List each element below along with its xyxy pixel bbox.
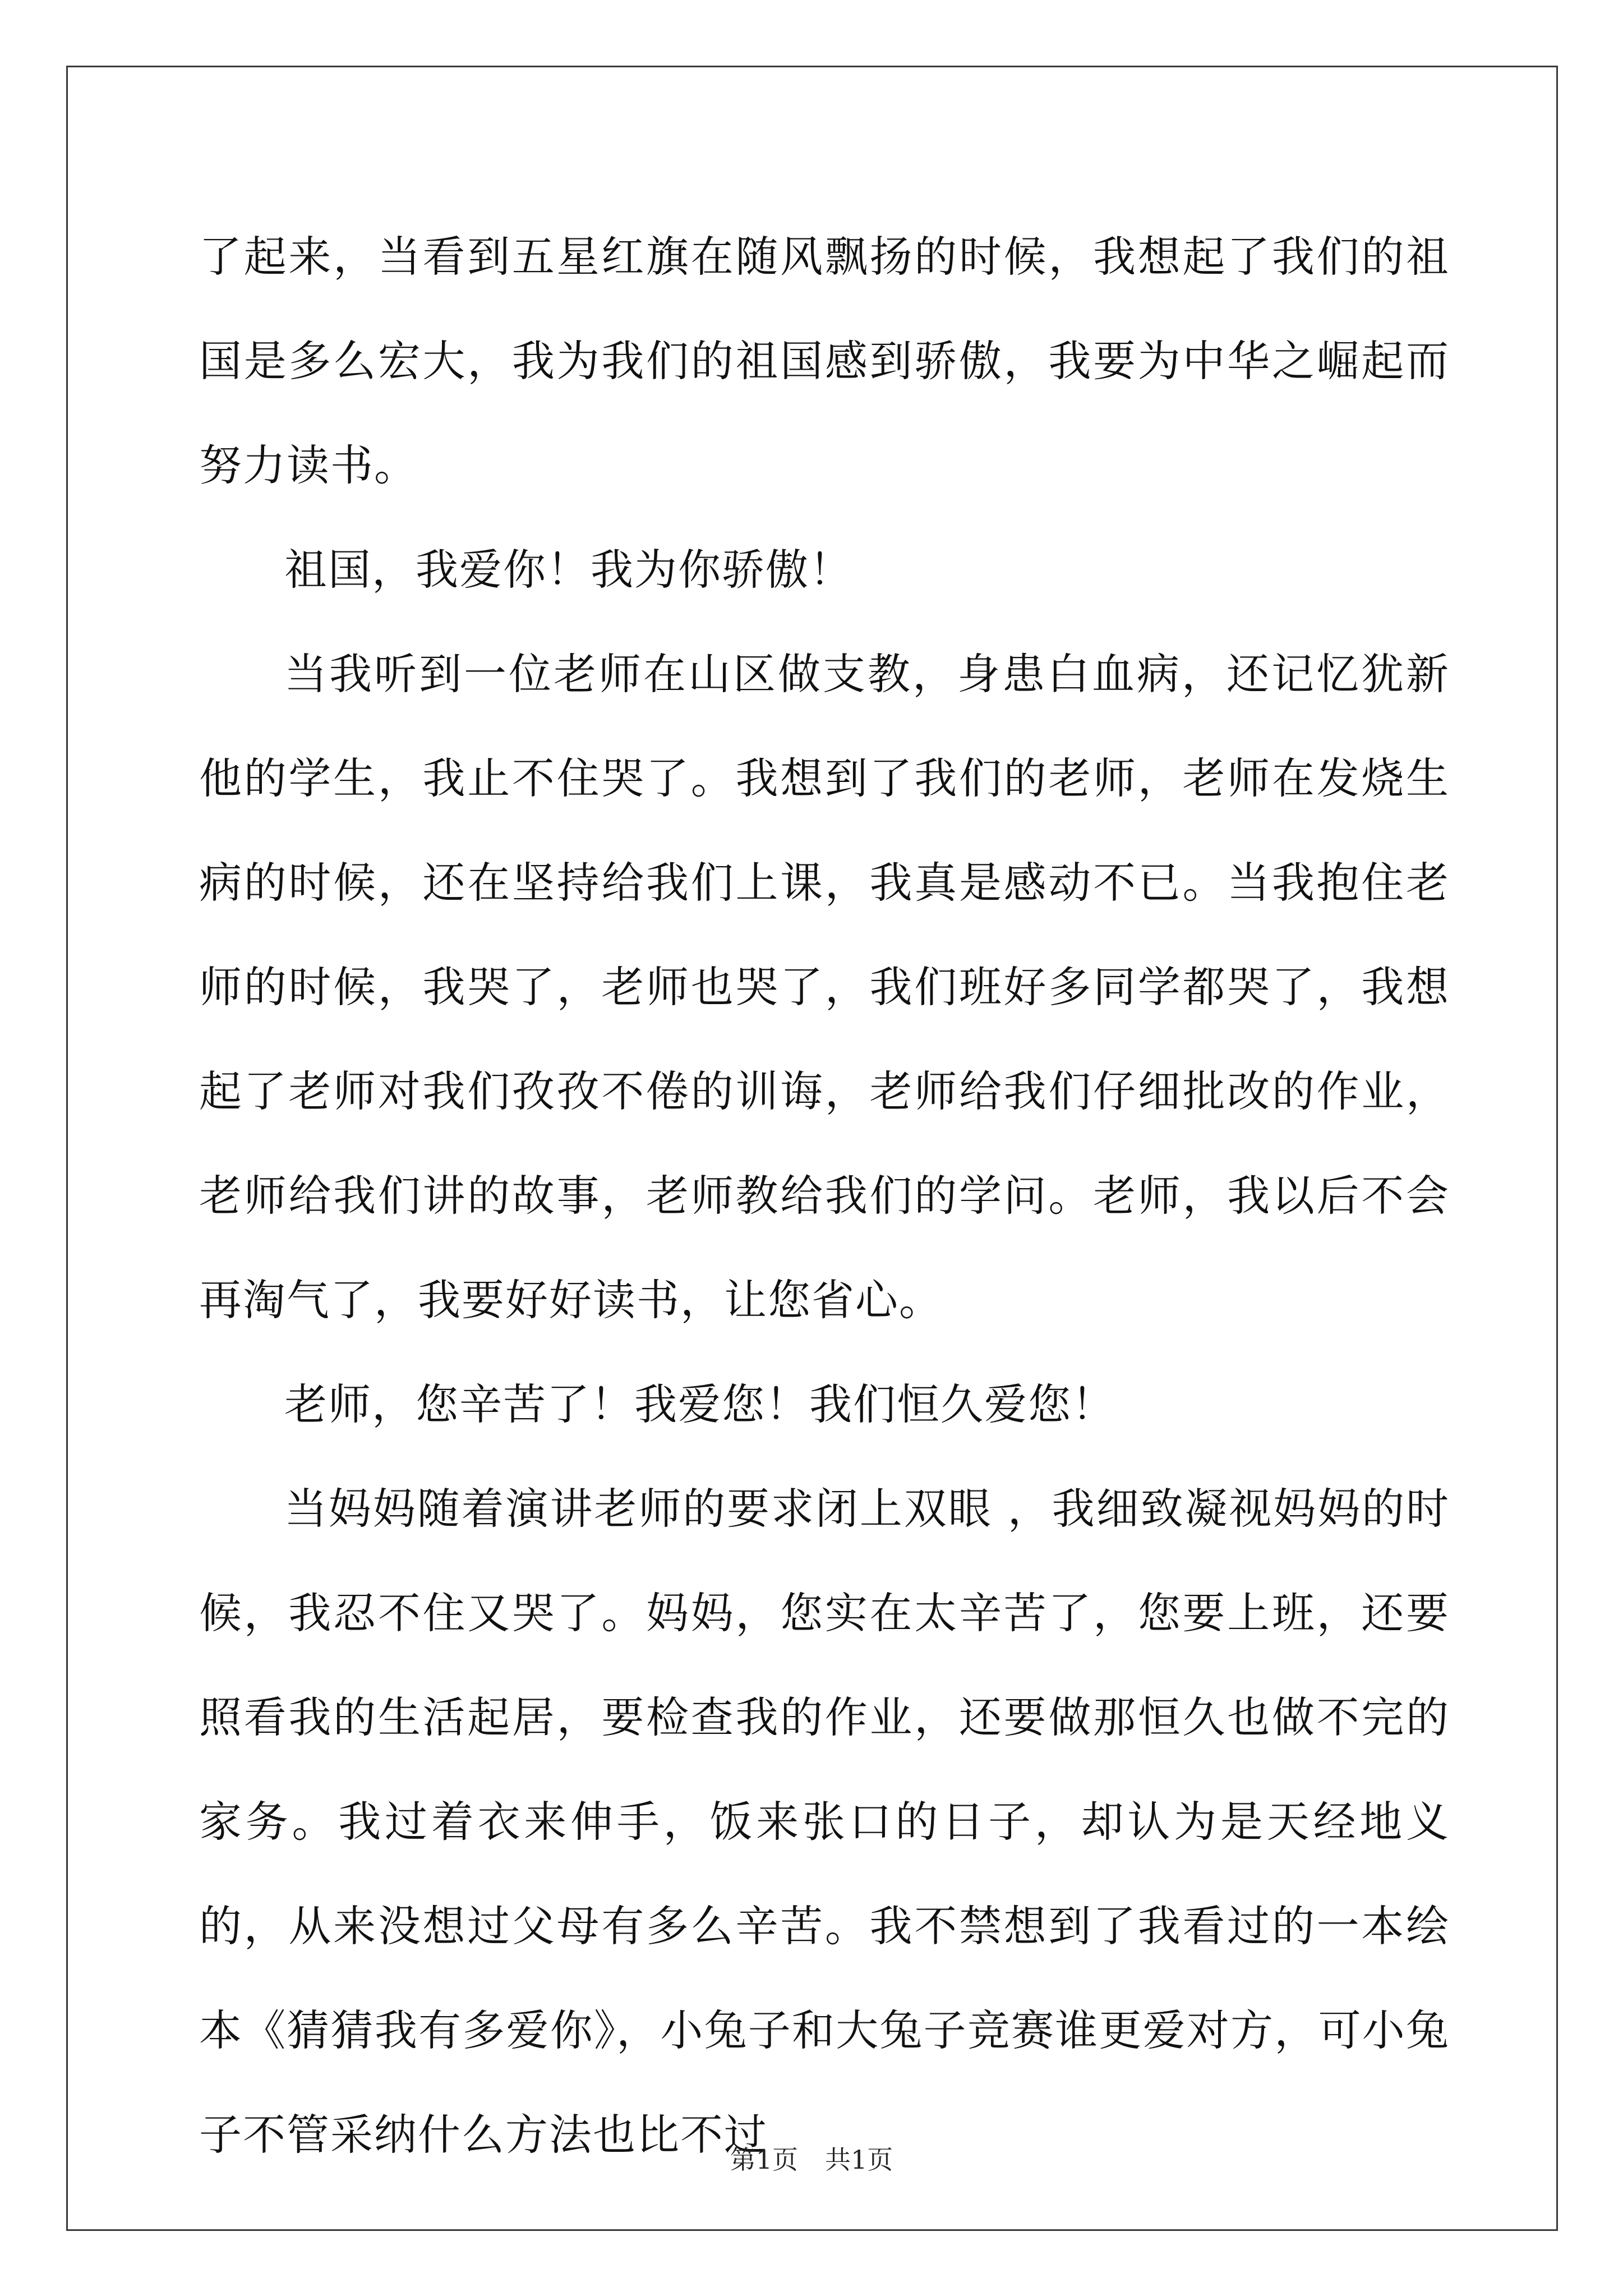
paragraph: 当我听到一位老师在山区做支教，身患白血病，还记忆犹新他的学生，我止不住哭了。我想到了我们的老师，老师在发烧生病的时候，还在坚持给我们上课，我真是感动不已。当我抱住老师的时候，我哭了，老师也哭了，我们班好多同学都哭了，我想起了老师对我们孜孜不倦的训诲，老师给我们仔细批改的作业，老师给我们讲的故事，老师教给我们的学问。老师，我以后不会再淘气了，我要好好读书，让您省心。 [199, 649, 1450, 1325]
paragraph: 祖国，我爱你！我为你骄傲！ [284, 545, 853, 595]
page-footer [0, 2143, 1623, 2177]
page-number: 第1页 [730, 2145, 798, 2175]
page-total: 共1页 [825, 2145, 893, 2175]
paragraph: 老师，您辛苦了！我爱您！我们恒久爱您！ [284, 1379, 1115, 1429]
document-body [199, 205, 1450, 2187]
paragraph: 当妈妈随着演讲老师的要求闭上双眼 ，我细致凝视妈妈的时候，我忍不住又哭了。妈妈，您实在太辛苦了，您要上班，还要照看我的生活起居，要检查我的作业，还要做那恒久也做不完的家务。我过着衣来伸手，饭来张口的日子，却认为是天经地义的，从来没想过父母有多么辛苦。我不禁想到了我看过的一本绘本《猜猜我有多爱你》，小兔子和大兔子竞赛谁更爱对方，可小兔子不管采纳什么方法也比不过 [199, 1484, 1450, 2160]
paragraph-continuation: 了起来，当看到五星红旗在随风飘扬的时候，我想起了我们的祖国是多么宏大，我为我们的祖国感到骄傲，我要为中华之崛起而努力读书。 [199, 232, 1450, 490]
